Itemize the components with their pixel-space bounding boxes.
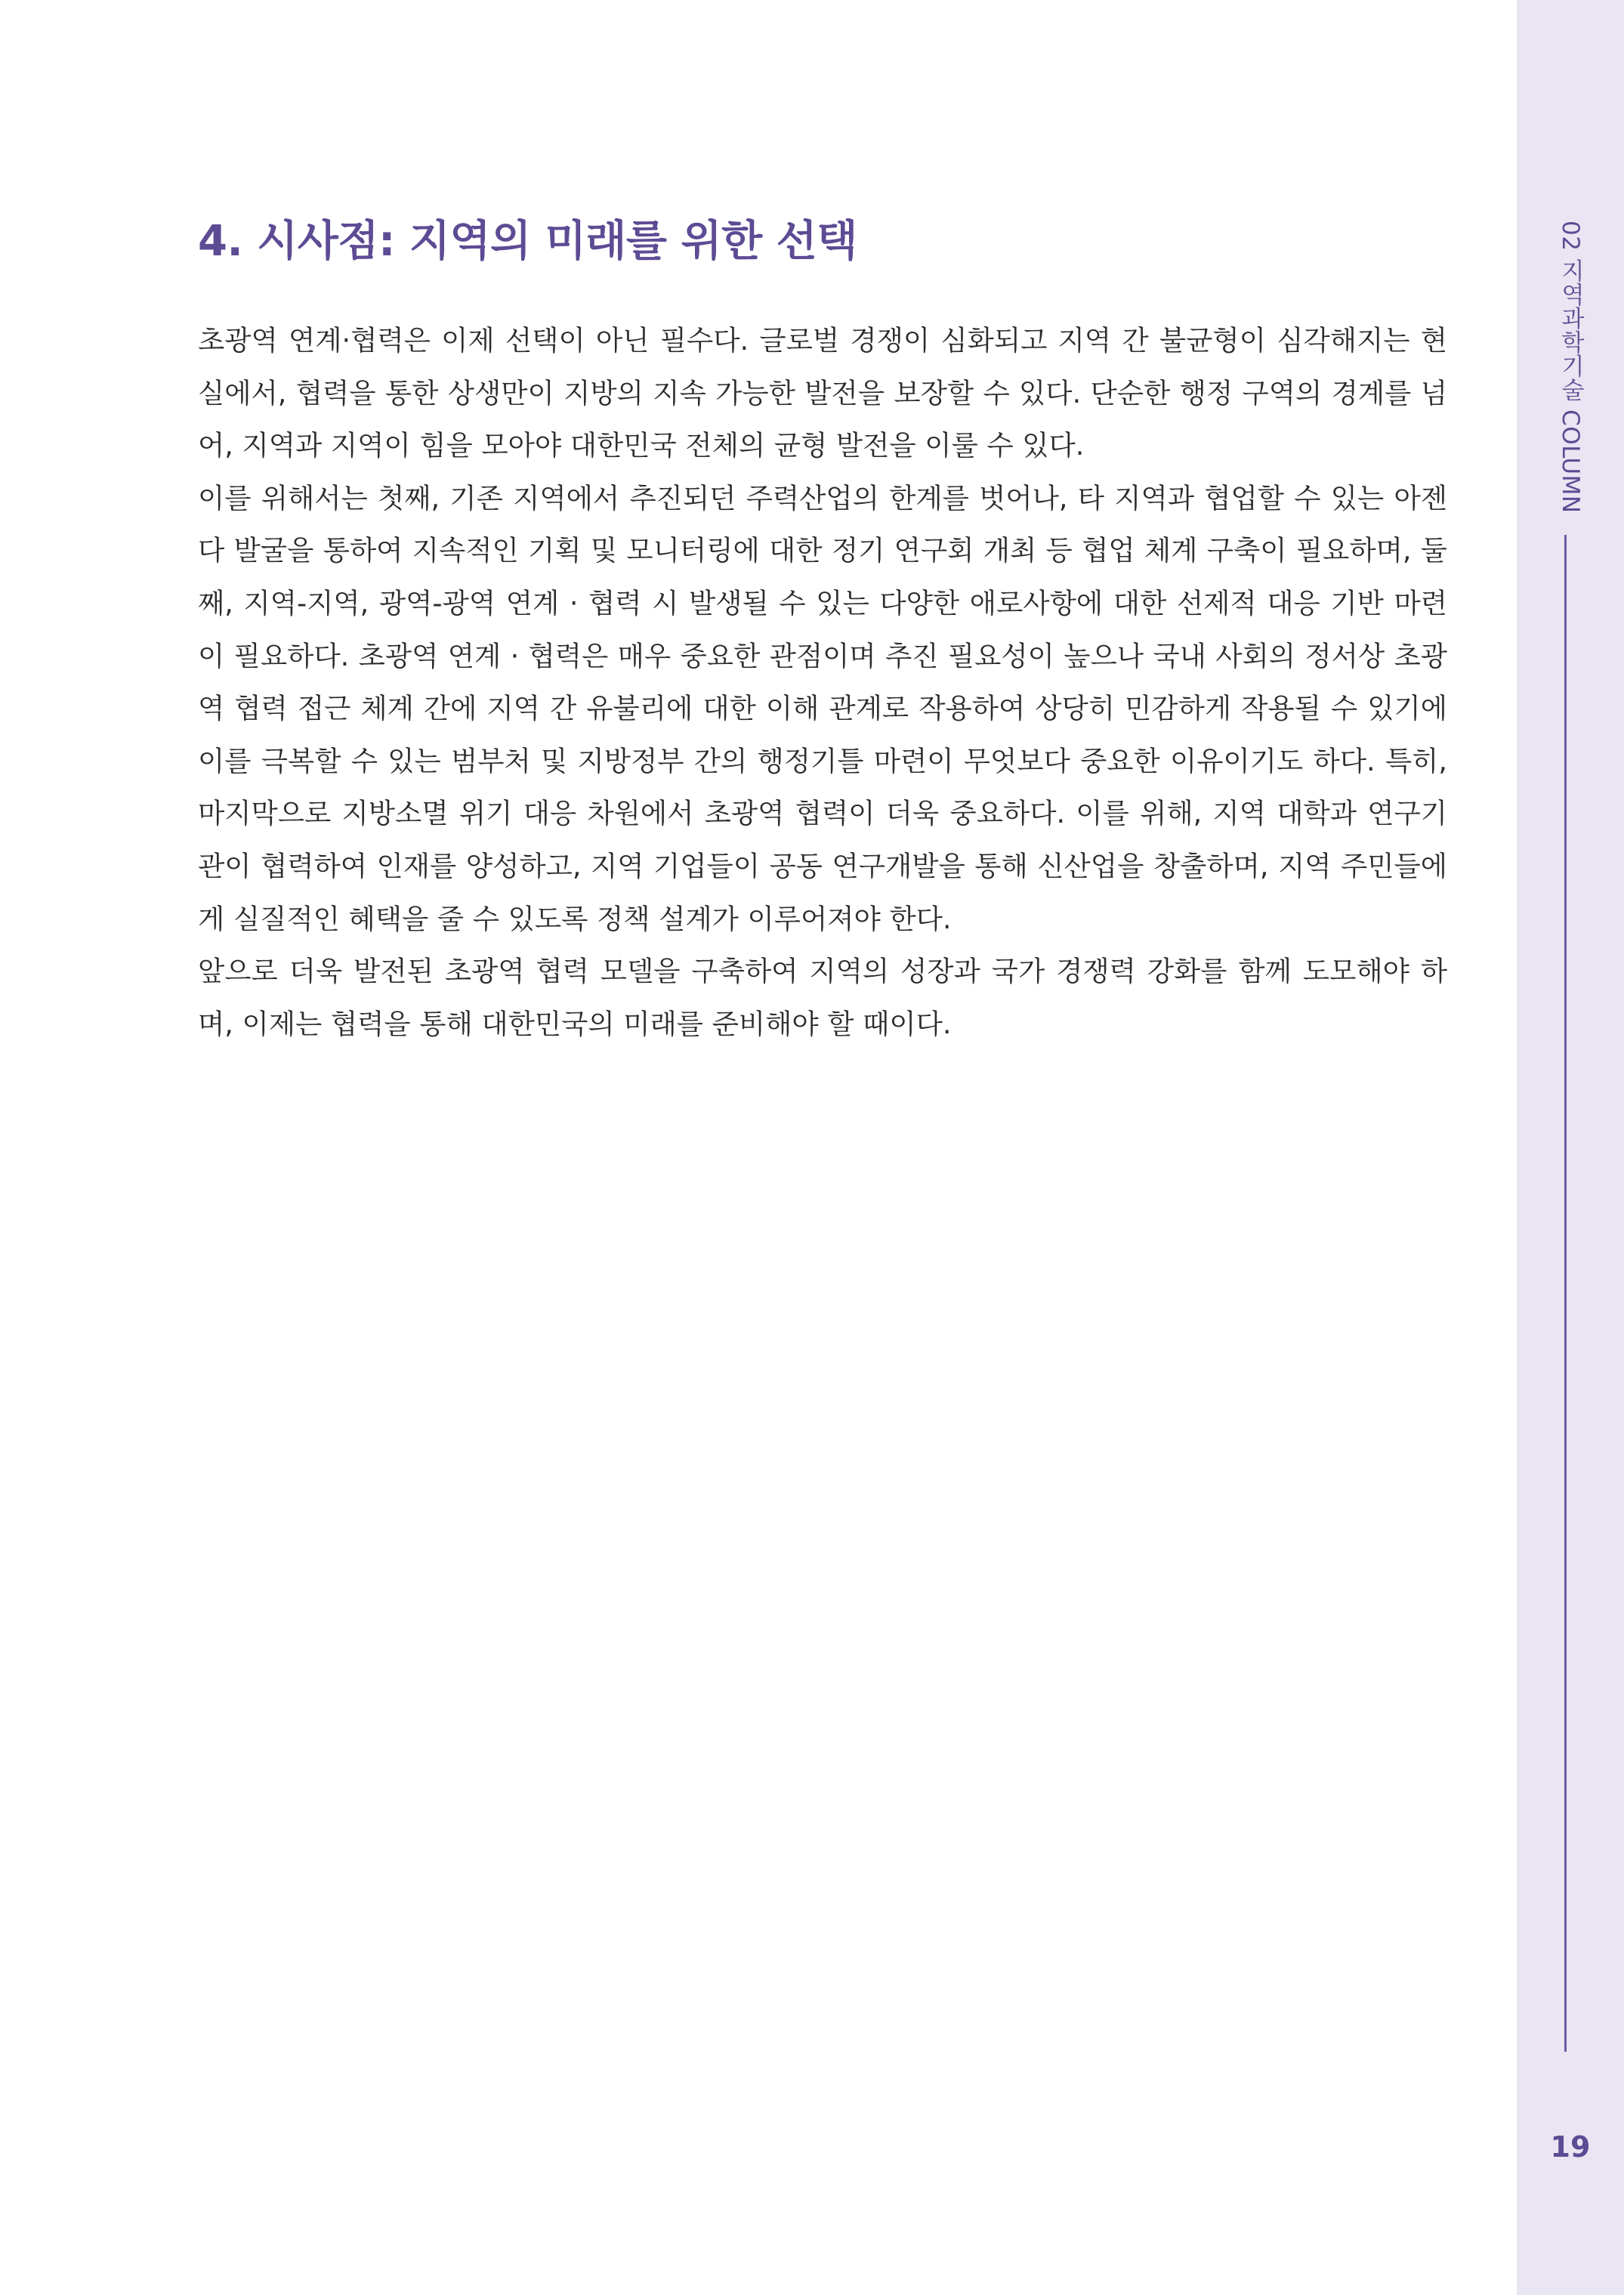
body-text — [198, 314, 1447, 1050]
paragraph: 이를 위해서는 첫째, 기존 지역에서 추진되던 주력산업의 한계를 벗어나, 타 지역과 협업할 수 있는 아젠다 발굴을 통하여 지속적인 기획 및 모니터링에 대한 정기 연구회 개최 등 협업 체계 구축이 필요하며, 둘째, 지역-지역, 광역-광역 연계 · 협력 시 발생될 수 있는 다양한 애로사항에 대한 선제적 대응 기반 마련이 필요하다. 초광역 연계 · 협력은 매우 중요한 관점이며 추진 필요성이 높으나 국내 사회의 정서상 초광역 협력 접근 체계 간에 지역 간 유불리에 대한 이해 관계로 작용하여 상당히 민감하게 작용될 수 있기에 이를 극복할 수 있는 범부처 및 지방정부 간의 행정기틀 마련이 무엇보다 중요한 이유이기도 하다. 특히, 마지막으로 지방소멸 위기 대응 차원에서 초광역 협력이 더욱 중요하다. 이를 위해, 지역 대학과 연구기관이 협력하여 인재를 양성하고, 지역 기업들이 공동 연구개발을 통해 신산업을 창출하며, 지역 주민들에게 실질적인 혜택을 줄 수 있도록 정책 설계가 이루어져야 한다. — [198, 481, 1447, 935]
section-label: 02 지역과학기술 COLUMN — [1557, 221, 1584, 514]
main-content — [198, 212, 1447, 1050]
page-number: 19 — [1550, 2130, 1591, 2164]
paragraph: 앞으로 더욱 발전된 초광역 협력 모델을 구축하여 지역의 성장과 국가 경쟁력 강화를 함께 도모해야 하며, 이제는 협력을 통해 대한민국의 미래를 준비해야 할 때이다. — [198, 955, 1447, 1040]
sidebar-divider — [1564, 535, 1567, 2052]
paragraph: 초광역 연계·협력은 이제 선택이 아닌 필수다. 글로벌 경쟁이 심화되고 지역 간 불균형이 심각해지는 현실에서, 협력을 통한 상생만이 지방의 지속 가능한 발전을 보장할 수 있다. 단순한 행정 구역의 경계를 넘어, 지역과 지역이 힘을 모아야 대한민국 전체의 균형 발전을 이룰 수 있다. — [198, 324, 1447, 462]
section-title: 4. 시사점: 지역의 미래를 위한 선택 — [198, 217, 857, 266]
